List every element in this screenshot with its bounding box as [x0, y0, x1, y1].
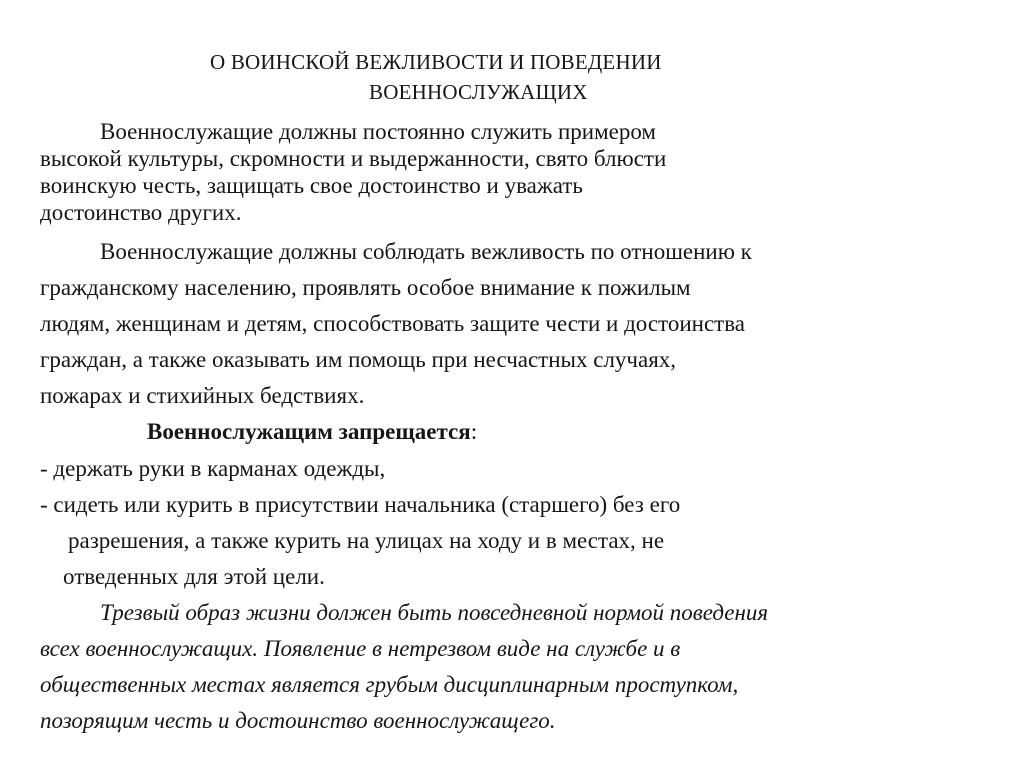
paragraph-3-line-1: Трезвый образ жизни должен быть повседневной нормой поведения: [100, 600, 769, 625]
prohibited-item-2-line-1: - сидеть или курить в присутствии начальника (старшего) без его: [40, 492, 681, 517]
prohibited-item-2-line-3: отведенных для этой цели.: [63, 564, 325, 589]
page-title-line-1: О ВОИНСКОЙ ВЕЖЛИВОСТИ И ПОВЕДЕНИИ: [210, 50, 662, 74]
prohibited-item-2-line-2: разрешения, а также курить на улицах на ходу и в местах, не: [68, 528, 665, 553]
paragraph-2-line-1: Военнослужащие должны соблюдать вежливость по отношению к: [100, 239, 752, 264]
paragraph-2-line-4: граждан, а также оказывать им помощь при несчастных случаях,: [40, 347, 677, 372]
paragraph-1-line-2: высокой культуры, скромности и выдержанности, свято блюсти: [40, 146, 667, 171]
page-title-line-2: ВОЕННОСЛУЖАЩИХ: [369, 80, 588, 104]
paragraph-3-line-3: общественных местах является грубым дисциплинарным проступком,: [40, 672, 739, 697]
prohibited-item-1: - держать руки в карманах одежды,: [40, 456, 386, 481]
prohibited-heading-text: Военнослужащим запрещается: [147, 419, 471, 444]
prohibited-heading-colon: :: [470, 419, 478, 444]
paragraph-3-line-2: всех военнослужащих. Появление в нетрезвом виде на службе и в: [40, 636, 681, 661]
paragraph-2-line-3: людям, женщинам и детям, способствовать защите чести и достоинства: [40, 311, 745, 336]
paragraph-1-line-1: Военнослужащие должны постоянно служить примером: [100, 119, 656, 144]
paragraph-3-line-4: позорящим честь и достоинство военнослужащего.: [40, 708, 556, 733]
paragraph-2-line-5: пожарах и стихийных бедствиях.: [40, 383, 365, 408]
paragraph-2-line-2: гражданскому населению, проявлять особое внимание к пожилым: [40, 275, 691, 300]
paragraph-1-line-4: достоинство других.: [40, 200, 242, 225]
prohibited-heading: [147, 419, 477, 445]
paragraph-1-line-3: воинскую честь, защищать свое достоинство и уважать: [40, 173, 583, 198]
